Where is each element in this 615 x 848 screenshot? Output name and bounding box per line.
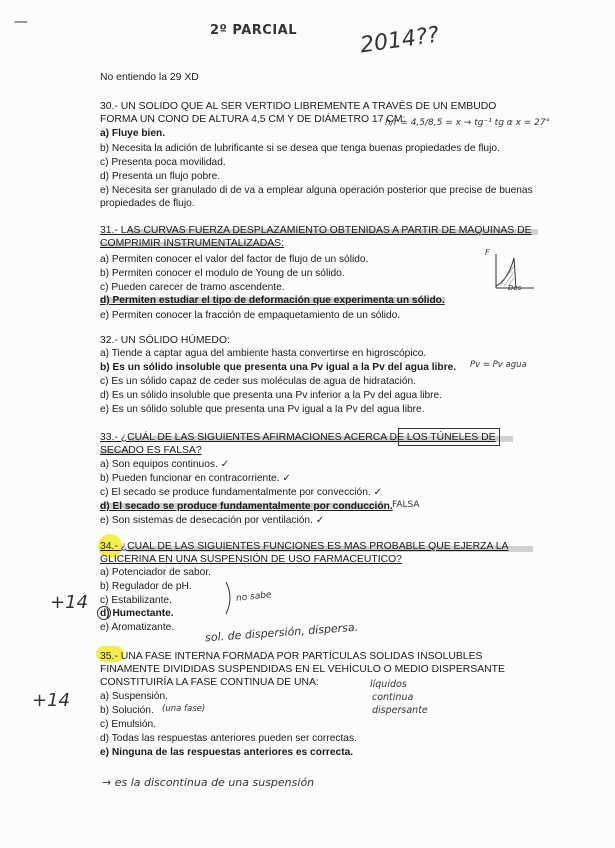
q32-option-e: e) Es un sólido soluble que presenta una Pv igual a la Pv del agua libre. bbox=[100, 404, 425, 415]
q34-title: 34.- ¿CUAL DE LAS SIGUIENTES FUNCIONES ES MAS PROBABLE QUE EJERZA LA GLICERINA EN UNA SUSPENSIÓN DE USO FARMACEUTICO? bbox=[100, 541, 509, 565]
q33-option-d: d) El secado se produce fundamentalmente por conducción. bbox=[100, 501, 393, 512]
q32-margin-note: Pv = Pv agua bbox=[470, 360, 527, 370]
q31-option-a: a) Permiten conocer el valor del factor de flujo de un sólido. bbox=[100, 254, 369, 265]
graph-x-label: Des bbox=[508, 284, 522, 292]
q32-option-a: a) Tiende a captar agua del ambiente hasta convertirse en higroscópico. bbox=[100, 348, 427, 359]
q31-option-e: e) Permiten conocer la fracción de empaquetamiento de un sólido. bbox=[100, 310, 401, 321]
q35-option-a: a) Suspensión. bbox=[100, 691, 168, 702]
q35-title: 35.- UNA FASE INTERNA FORMADA POR PARTÍCULAS SOLIDAS INSOLUBLES FINAMENTE DIVIDIDAS SUSPENDIDAS EN EL VEHÍCULO O MEDIO DISPERSANTE CONSTITUIRÍA LA FASE CONTINUA DE UNA: bbox=[100, 651, 505, 688]
q30-title: 30.- UN SOLIDO QUE AL SER VERTIDO LIBREMENTE A TRAVÉS DE UN EMBUDO FORMA UN CONO DE ALTURA 4,5 CM Y DE DIÁMETRO 17 CM: bbox=[100, 101, 497, 125]
q30-option-c: c) Presenta poca movilidad. bbox=[100, 157, 226, 168]
q34-note-below: sol. de dispersión, dispersa. bbox=[204, 620, 359, 645]
q34-option-e: e) Aromatizante. bbox=[100, 622, 175, 633]
margin-dash: — bbox=[14, 14, 28, 30]
q30-option-e: e) Necesita ser granulado di de va a emplear alguna operación posterior que precise de buenas bbox=[100, 185, 533, 196]
q30-margin-calc: h/r = 4,5/8,5 = x → tg⁻¹ tg α x = 27° bbox=[385, 118, 551, 128]
q31-option-c: c) Pueden carecer de tramo ascendente. bbox=[100, 282, 285, 293]
q35-margin-right-2: continua bbox=[372, 692, 414, 703]
handwritten-year: 2014?? bbox=[358, 22, 441, 59]
student-note: No entiendo la 29 XD bbox=[100, 72, 199, 83]
q34-margin-right: no sabe bbox=[235, 590, 272, 604]
q32-option-b: b) Es un sólido insoluble que presenta una Pv igual a la Pv del agua libre. bbox=[100, 362, 457, 373]
q34-option-a: a) Potenciador de sabor. bbox=[100, 567, 212, 578]
q34-option-b: b) Regulador de pH. bbox=[100, 581, 192, 592]
q35-margin-right-1: líquidos bbox=[370, 679, 407, 690]
q30-option-d: d) Presenta un flujo pobre. bbox=[100, 171, 221, 182]
q34-option-c: c) Estabilizante. bbox=[100, 595, 172, 606]
q35-bottom-note: → es la discontinua de una suspensión bbox=[102, 776, 315, 789]
q33-title: 33.- ¿CUÁL DE LAS SIGUIENTES AFIRMACIONES ACERCA DE LOS TÚNELES DE SECADO ES FALSA? bbox=[100, 432, 496, 456]
q35-option-d: d) Todas las respuestas anteriores pueden ser correctas. bbox=[100, 733, 357, 744]
q30-option-b: b) Necesita la adición de lubrificante si se desea que tenga buenas propiedades de flujo. bbox=[100, 143, 500, 154]
page-title: 2º PARCIAL bbox=[210, 23, 298, 38]
q33-option-b: b) Pueden funcionar en contracorriente. ✓ bbox=[100, 473, 291, 484]
q31-option-d: d) Permiten estudiar el tipo de deformación que experimenta un sólido. bbox=[100, 295, 445, 306]
q34-option-d: d) Humectante. bbox=[100, 608, 174, 619]
q35-option-c: c) Emulsión. bbox=[100, 719, 157, 730]
graph-f-label: F bbox=[485, 248, 490, 257]
q31-title: 31.- LAS CURVAS FUERZA DESPLAZAMIENTO OBTENIDAS A PARTIR DE MAQUINAS DE COMPRIMIR INSTRUMENTALIZADAS: bbox=[100, 225, 532, 249]
q30-option-e-cont: propiedades de flujo. bbox=[100, 198, 195, 209]
q34-bracket bbox=[222, 580, 236, 616]
q32-title: 32.- UN SÓLIDO HÚMEDO: bbox=[100, 335, 230, 346]
q33-option-c: c) El secado se produce fundamentalmente por convección. ✓ bbox=[100, 487, 383, 498]
q35-option-b: b) Solución. bbox=[100, 705, 154, 716]
q33-falsa-mark: FALSA bbox=[392, 500, 420, 510]
q33-option-a: a) Son equipos continuos. ✓ bbox=[100, 459, 230, 470]
q35-option-e: e) Ninguna de las respuestas anteriores es correcta. bbox=[100, 747, 354, 758]
q33-option-e: e) Son sistemas de desecación por ventilación. ✓ bbox=[100, 515, 325, 526]
q32-option-d: d) Es un sólido insoluble que presenta una Pv inferior a la Pv del agua libre. bbox=[100, 390, 443, 401]
q35-margin-left: +14 bbox=[32, 690, 70, 711]
q32-option-c: c) Es un sólido capaz de ceder sus moléculas de agua de hidratación. bbox=[100, 376, 417, 387]
q34-margin-left: +14 bbox=[50, 592, 88, 613]
q31-option-b: b) Permiten conocer el modulo de Young de un sólido. bbox=[100, 268, 345, 279]
q30-option-a: a) Fluye bien. bbox=[100, 128, 166, 139]
q35-margin-right-3: dispersante bbox=[372, 705, 428, 716]
q35-solucion-note: (una fase) bbox=[162, 704, 206, 714]
